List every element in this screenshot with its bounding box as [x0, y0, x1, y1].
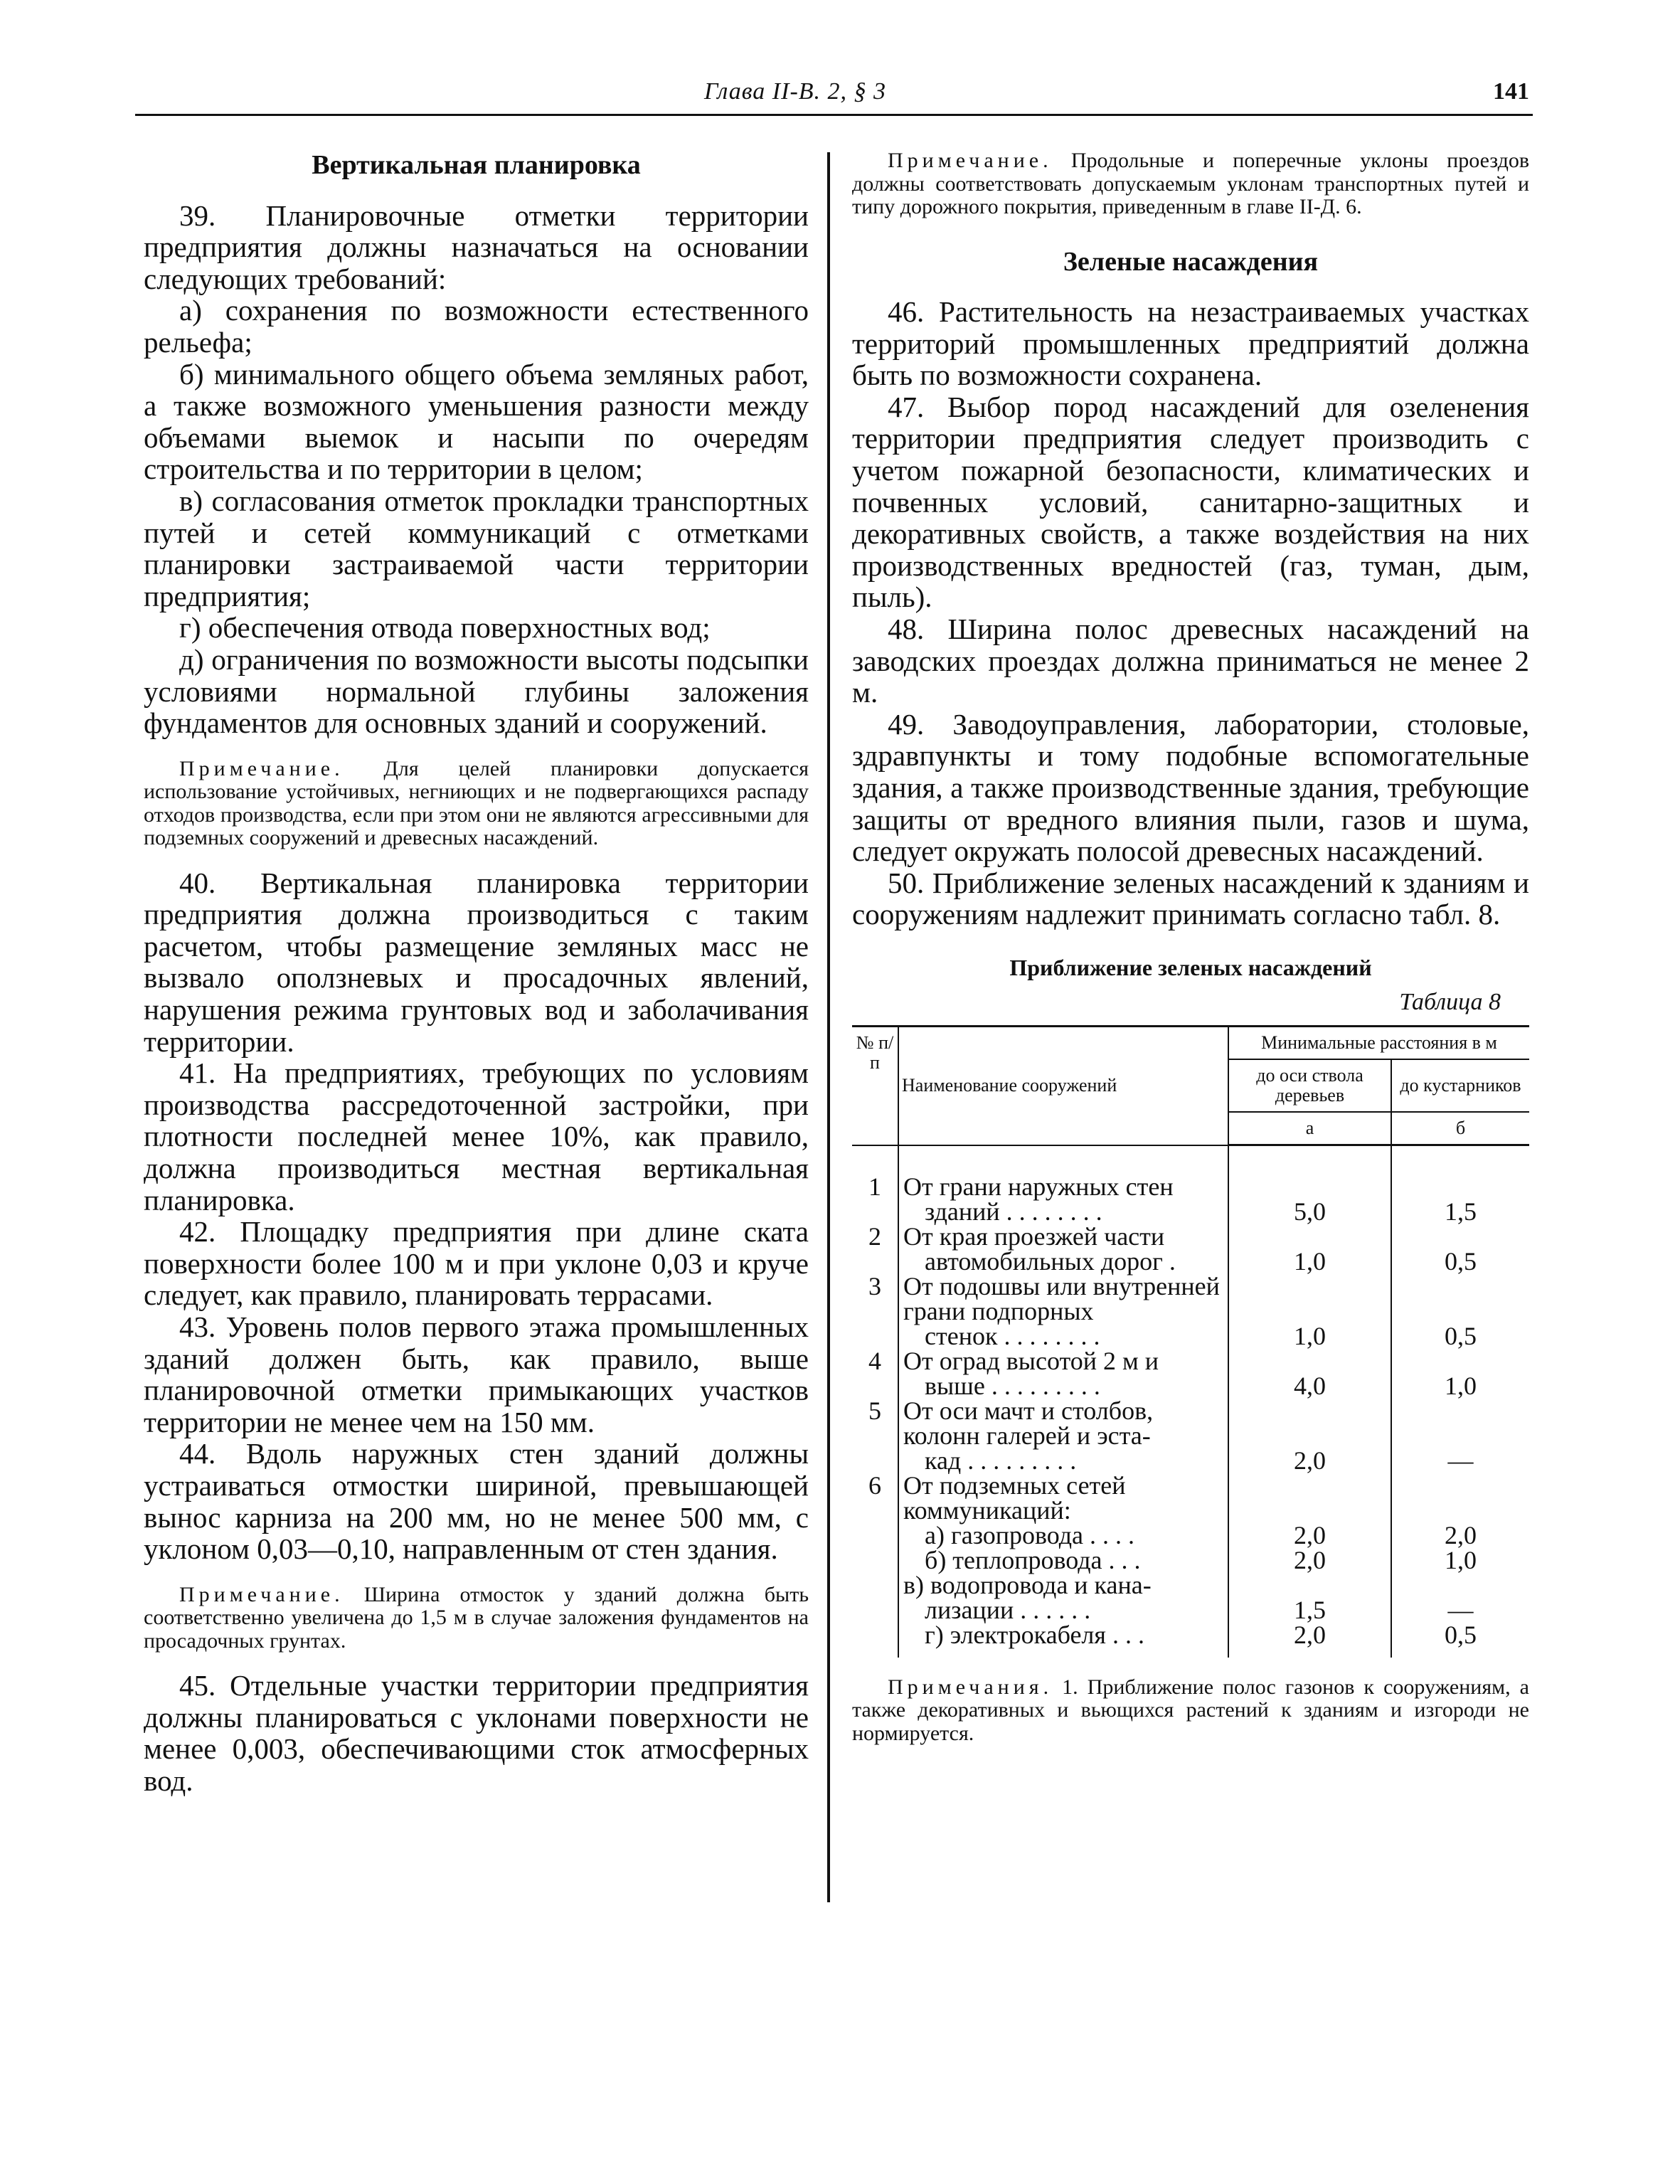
table-row: [852, 1623, 1529, 1658]
header-rule: [135, 114, 1533, 116]
paragraph-49: 49. Заводоуправления, лаборатории, столовые, здравпункты и тому подобные вспомогательные здания, а также производственные здания, требующие защиты от вредного влияния пыли, газов и шума, следует окружать полосой древесных насаждений.: [852, 707, 1529, 868]
row-value-shrubs: —: [1447, 1595, 1474, 1624]
paragraph-39: 39. Планировочные отметки территории предприятия должны назначаться на основании следующих требований:: [144, 198, 809, 295]
row-name-line2: кад . . . . . . . . .: [925, 1446, 1077, 1475]
header-shrubs: до кустарников: [1391, 1059, 1529, 1112]
table-row: [852, 1274, 1529, 1349]
row-name-line1: От оси мачт и столбов, колонн галерей и эста-: [903, 1396, 1154, 1450]
row-name-line1: в) водопровода и кана-: [903, 1570, 1152, 1599]
note-text: Для целей планировки допускается использование устойчивых, негниющих и не подвергающихся распаду отходов производства, если при этом они не являются агрессивными для подземных сооружений и древесных насаждений.: [144, 756, 809, 850]
paragraph-43: 43. Уровень полов первого этажа промышленных зданий должен быть, как правило, выше планировочной отметки примыкающих участков территории не менее чем на 150 мм.: [144, 1310, 809, 1438]
paragraph-44: 44. Вдоль наружных стен зданий должны устраиваться отмостки шириной, превышающей вынос карниза на 200 мм, но не менее 500 мм, с уклоном 0,03—0,10, направленным от стен здания.: [144, 1437, 809, 1566]
note-label: Примечание.: [888, 149, 1053, 172]
paragraph-39b: б) минимального общего объема земляных работ, а также возможного уменьшения разности между объемами выемок и насыпи по очередям строительства и по территории в целом;: [144, 357, 809, 486]
note-slopes: [852, 149, 1529, 219]
note-text: Ширина отмосток у зданий должна быть соответственно увеличена до 1,5 м в случае заложения фундаментов на просадочных грунтах.: [144, 1582, 809, 1653]
table-row: [852, 1573, 1529, 1623]
row-name-line2: стенок . . . . . . . .: [925, 1321, 1100, 1350]
left-column: [144, 149, 809, 1797]
note-blind-area: [144, 1584, 809, 1653]
column-separator: [827, 152, 830, 1902]
row-number: [852, 1523, 898, 1548]
section-heading-vertical-planning: Вертикальная планировка: [312, 150, 641, 180]
row-number: 4: [852, 1349, 898, 1399]
paragraph-50: 50. Приближение зеленых насаждений к зданиям и сооружениям надлежит принимать согласно табл. 8.: [852, 866, 1529, 931]
row-value-trees: 2,0: [1228, 1623, 1391, 1658]
row-name: [898, 1271, 1228, 1350]
paragraph-39c: в) согласования отметок прокладки транспортных путей и сетей коммуникаций с отметками планировки застраиваемой части территории предприятия;: [144, 484, 809, 613]
row-value-trees: 2,0: [1228, 1548, 1391, 1573]
row-name: [898, 1470, 1228, 1525]
paragraph-46: 46. Растительность на незастраиваемых участках территорий промышленных предприятий должна быть по возможности сохранена.: [852, 295, 1529, 392]
row-name-line1: От подошвы или внутренней грани подпорных: [903, 1271, 1220, 1325]
row-number: [852, 1573, 898, 1623]
table-row: [852, 1399, 1529, 1473]
table-row: [852, 1349, 1529, 1399]
row-name-line1: От оград высотой 2 м и: [903, 1346, 1159, 1375]
row-number: 3: [852, 1274, 898, 1349]
paragraph-40: 40. Вертикальная планировка территории предприятия должна производиться с таким расчетом, чтобы размещение земляных масс не вызвало оползневых и просадочных явлений, нарушения режима грунтовых вод и заболачивания территории.: [144, 866, 809, 1058]
row-number: 5: [852, 1399, 898, 1473]
table-row: [852, 1473, 1529, 1523]
row-value-trees: 2,0: [1228, 1399, 1391, 1473]
header-name: Наименование сооружений: [898, 1027, 1228, 1145]
table-row: [852, 1145, 1529, 1224]
row-number: [852, 1548, 898, 1573]
header-min-distances: Минимальные расстояния в м: [1228, 1027, 1529, 1060]
row-value-trees: 1,0: [1228, 1274, 1391, 1349]
row-value-shrubs: 2,0: [1445, 1520, 1477, 1549]
row-name-line1: От грани наружных стен: [903, 1172, 1174, 1201]
table-row: [852, 1548, 1529, 1573]
header-col-b: б: [1391, 1112, 1529, 1145]
row-name: [898, 1221, 1228, 1276]
note-label: Примечания.: [888, 1675, 1053, 1699]
paragraph-42: 42. Площадку предприятия при длине ската поверхности более 100 м и при уклоне 0,03 и круче следует, как правило, планировать террасами.: [144, 1215, 809, 1312]
table-body: [852, 1145, 1529, 1658]
row-value-shrubs: 0,5: [1445, 1246, 1477, 1276]
note-planning-waste: [144, 758, 809, 850]
row-value-shrubs: 0,5: [1445, 1321, 1477, 1350]
row-name: [898, 1346, 1228, 1400]
note-label: Примечание.: [179, 756, 344, 780]
row-value-shrubs: 1,0: [1445, 1545, 1477, 1574]
row-value-shrubs: 1,0: [1445, 1371, 1477, 1400]
paragraph-48: 48. Ширина полос древесных насаждений на заводских проездах должна приниматься не менее 2 м.: [852, 613, 1529, 709]
right-column: [852, 149, 1529, 1745]
header-tree-trunk: до оси ствола деревьев: [1228, 1059, 1391, 1112]
row-name-line1: От края проезжей части: [903, 1221, 1165, 1251]
row-number: 1: [852, 1145, 898, 1224]
row-name-line2: автомобильных дорог .: [925, 1246, 1176, 1276]
row-name-line2: лизации . . . . . .: [925, 1595, 1091, 1624]
distance-table: [852, 1025, 1529, 1658]
row-name: [898, 1520, 1228, 1549]
table-title: Приближение зеленых насаждений: [1009, 954, 1372, 980]
header-col-a: а: [1228, 1112, 1391, 1145]
table-label: Таблица 8: [1399, 988, 1501, 1015]
page-number: 141: [1493, 78, 1529, 105]
section-heading-green-plantings: Зеленые насаждения: [1063, 246, 1319, 277]
table-row: [852, 1523, 1529, 1548]
paragraph-41: 41. На предприятиях, требующих по условиям производства рассредоточенной застройки, при плотности последней менее 10%, как правило, должна производиться местная вертикальная планировка.: [144, 1056, 809, 1216]
row-number: 2: [852, 1224, 898, 1274]
row-value-trees: 4,0: [1228, 1349, 1391, 1399]
row-value-shrubs: —: [1447, 1446, 1474, 1475]
row-name: [898, 1396, 1228, 1475]
note-text: 1. Приближение полос газонов к сооружениям, а также декоративных и вьющихся растений к зданиям и изгороди не нормируется.: [852, 1675, 1530, 1745]
row-number: [852, 1623, 898, 1658]
row-name: [898, 1545, 1228, 1574]
row-value-shrubs: 0,5: [1445, 1620, 1477, 1649]
paragraph-39e: д) ограничения по возможности высоты подсыпки условиями нормальной глубины заложения фундаментов для основных зданий и сооружений.: [144, 642, 809, 740]
row-value-trees: 5,0: [1228, 1145, 1391, 1224]
row-number: 6: [852, 1473, 898, 1523]
paragraph-47: 47. Выбор пород насаждений для озеленения территории предприятия следует производить с учетом пожарной безопасности, климатических и почвенных условий, санитарно-защитных и декоративных свойств, а также воздействия на них производственных вредностей (газ, туман, дым, пыль).: [852, 390, 1529, 614]
row-value-trees: 2,0: [1228, 1523, 1391, 1548]
paragraph-39a: а) сохранения по возможности естественного рельефа;: [144, 294, 809, 359]
row-name: [898, 1570, 1228, 1624]
row-value-trees: 1,0: [1228, 1224, 1391, 1274]
paragraph-45: 45. Отдельные участки территории предприятия должны планироваться с уклонами поверхности не менее 0,003, обеспечивающими сток атмосферных вод.: [144, 1669, 809, 1798]
row-name-line1: От подземных сетей коммуникаций:: [903, 1470, 1126, 1525]
row-name-line2: г) электрокабеля . . .: [925, 1620, 1144, 1649]
row-name: [898, 1620, 1228, 1658]
note-label: Примечание.: [179, 1582, 344, 1606]
notes-final: [852, 1676, 1529, 1746]
row-value-trees: [1228, 1473, 1391, 1523]
running-header: [135, 78, 1529, 115]
note-text: Продольные и поперечные уклоны проездов должны соответствовать допускаемым уклонам транспортных путей и типу дорожного покрытия, приведенным в главе II-Д. 6.: [852, 149, 1530, 218]
row-value-trees: 1,5: [1228, 1573, 1391, 1623]
table-row: [852, 1224, 1529, 1274]
paragraph-39d: г) обеспечения отвода поверхностных вод;: [179, 611, 711, 645]
row-name-line2: выше . . . . . . . . .: [925, 1371, 1100, 1400]
row-name-line2: а) газопровода . . . .: [925, 1520, 1134, 1549]
header-number: № п/п: [852, 1027, 898, 1145]
chapter-reference: Глава II-В. 2, § 3: [704, 78, 887, 105]
row-name: [898, 1145, 1228, 1224]
row-value-shrubs: 1,5: [1445, 1197, 1477, 1226]
row-value-shrubs: [1391, 1473, 1529, 1523]
row-name-line2: б) теплопровода . . .: [925, 1545, 1141, 1574]
row-name-line2: зданий . . . . . . . .: [925, 1197, 1102, 1226]
